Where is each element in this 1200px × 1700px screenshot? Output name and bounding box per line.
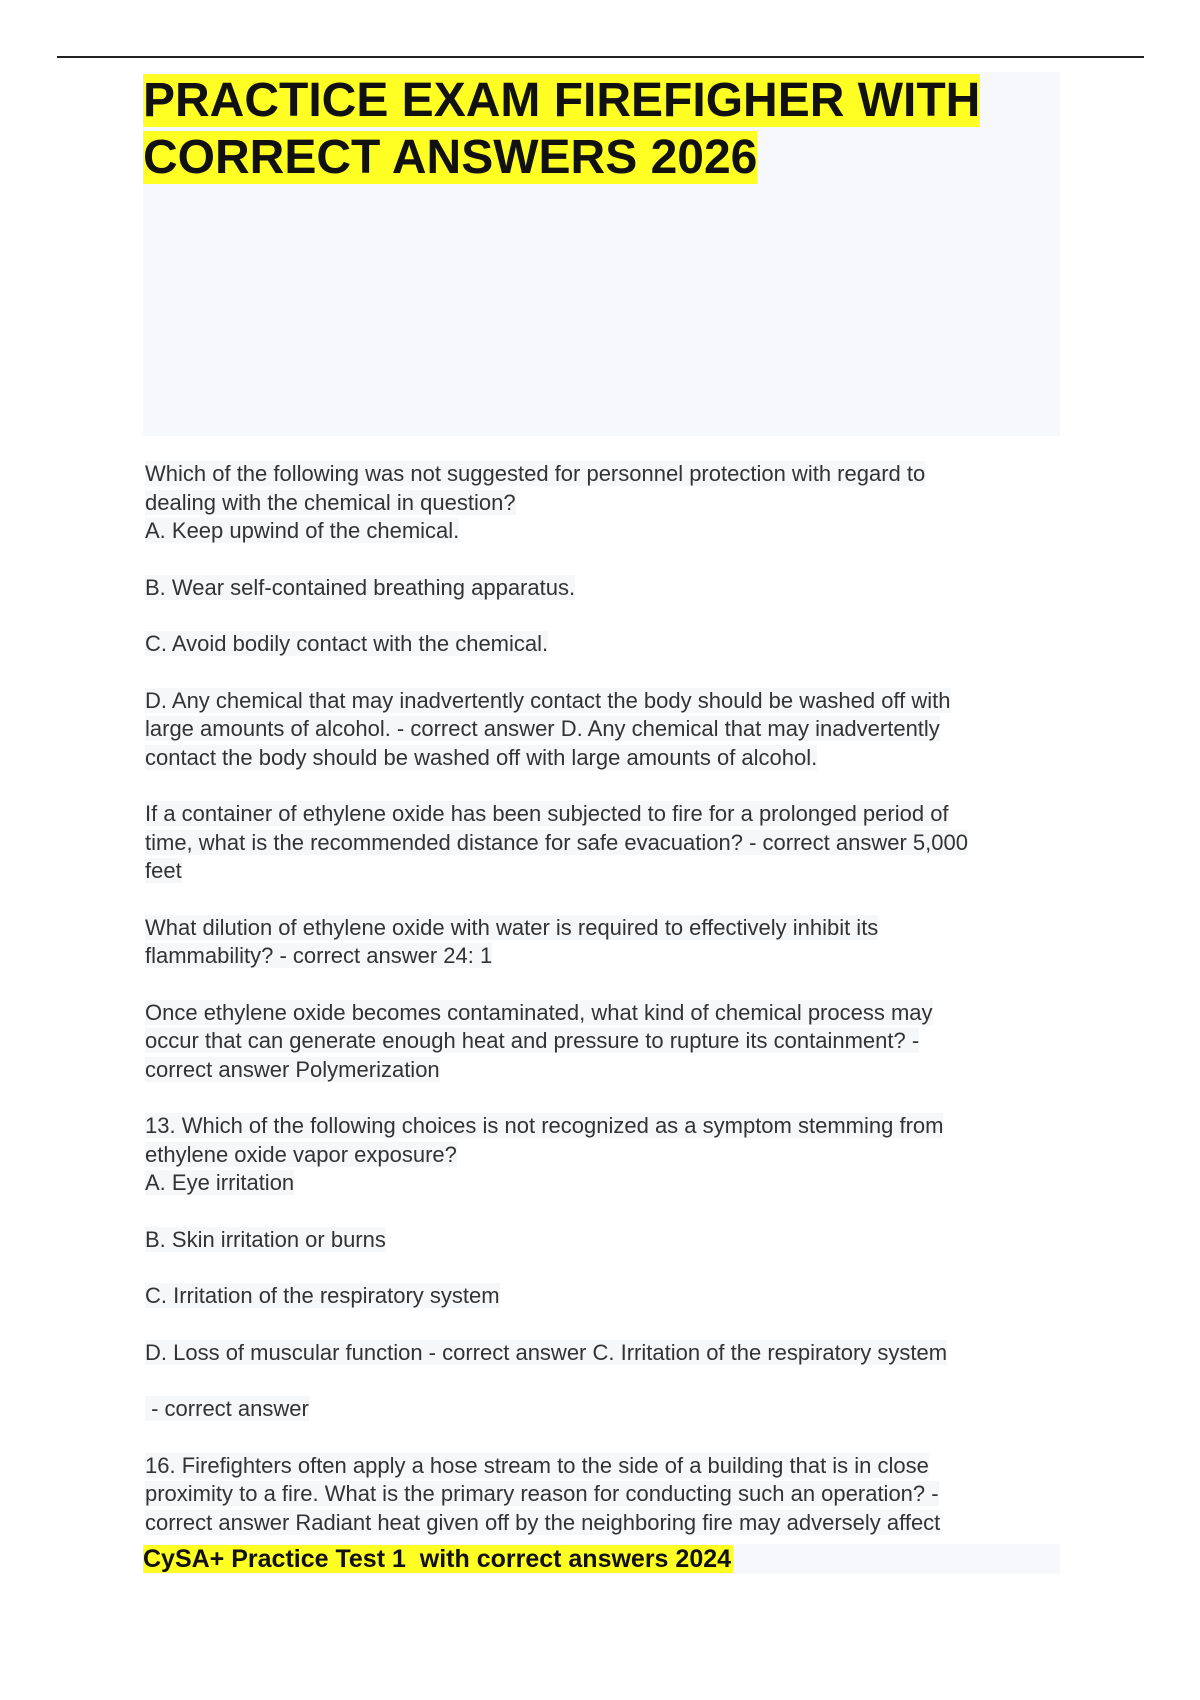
q1-option-c: C. Avoid bodily contact with the chemical. — [145, 631, 549, 656]
q1-option-d-line-2: large amounts of alcohol. - correct answer D. Any chemical that may inadvertently — [145, 716, 940, 741]
q2-line-1: If a container of ethylene oxide has been subjected to fire for a prolonged period of — [145, 801, 949, 826]
q5-line-2: ethylene oxide vapor exposure? — [145, 1141, 457, 1167]
title-line-2: CORRECT ANSWERS 2026 — [143, 131, 758, 184]
q5-line-1: 13. Which of the following choices is not recognized as a symptom stemming from — [145, 1113, 944, 1138]
q7-line-1: 16. Firefighters often apply a hose stream to the side of a building that is in close — [145, 1452, 929, 1478]
q5-option-d: D. Loss of muscular function - correct answer C. Irritation of the respiratory system — [145, 1339, 948, 1365]
page-title — [143, 72, 1060, 186]
top-divider — [57, 56, 1144, 58]
q5-option-b: B. Skin irritation or burns — [145, 1226, 386, 1252]
q1-option-b: B. Wear self-contained breathing apparatus. — [145, 574, 576, 600]
q2-line-2: time, what is the recommended distance for safe evacuation? - correct answer 5,000 — [145, 829, 968, 855]
q1-option-d-line-1: D. Any chemical that may inadvertently contact the body should be washed off with — [145, 687, 951, 713]
q4-line-2: occur that can generate enough heat and pressure to rupture its containment? - — [145, 1028, 920, 1053]
q5-option-a: A. Eye irritation — [145, 1170, 295, 1195]
title-line-1: PRACTICE EXAM FIREFIGHER WITH — [143, 74, 981, 127]
q1-line-1: Which of the following was not suggested for personnel protection with regard to — [145, 461, 926, 486]
q1-option-d-line-3: contact the body should be washed off with large amounts of alcohol. — [145, 744, 818, 770]
document-body — [145, 460, 1060, 1537]
q3-line-2: flammability? - correct answer 24: 1 — [145, 943, 493, 968]
title-block — [143, 72, 1060, 436]
q2-line-3: feet — [145, 858, 182, 883]
next-document-title-text: CySA+ Practice Test 1 with correct answers 2024 — [143, 1545, 732, 1573]
q1-line-2: dealing with the chemical in question? — [145, 489, 516, 515]
q1-option-a: A. Keep upwind of the chemical. — [145, 518, 460, 543]
q6-line-1: - correct answer — [145, 1396, 309, 1421]
q4-line-1: Once ethylene oxide becomes contaminated, what kind of chemical process may — [145, 999, 933, 1025]
q7-line-3: correct answer Radiant heat given off by the neighboring fire may adversely affect — [145, 1509, 941, 1535]
next-document-title — [143, 1544, 1060, 1574]
q5-option-c: C. Irritation of the respiratory system — [145, 1283, 500, 1308]
q7-line-2: proximity to a fire. What is the primary reason for conducting such an operation? - — [145, 1481, 939, 1506]
q4-line-3: correct answer Polymerization — [145, 1056, 440, 1082]
q3-line-1: What dilution of ethylene oxide with water is required to effectively inhibit its — [145, 914, 879, 940]
